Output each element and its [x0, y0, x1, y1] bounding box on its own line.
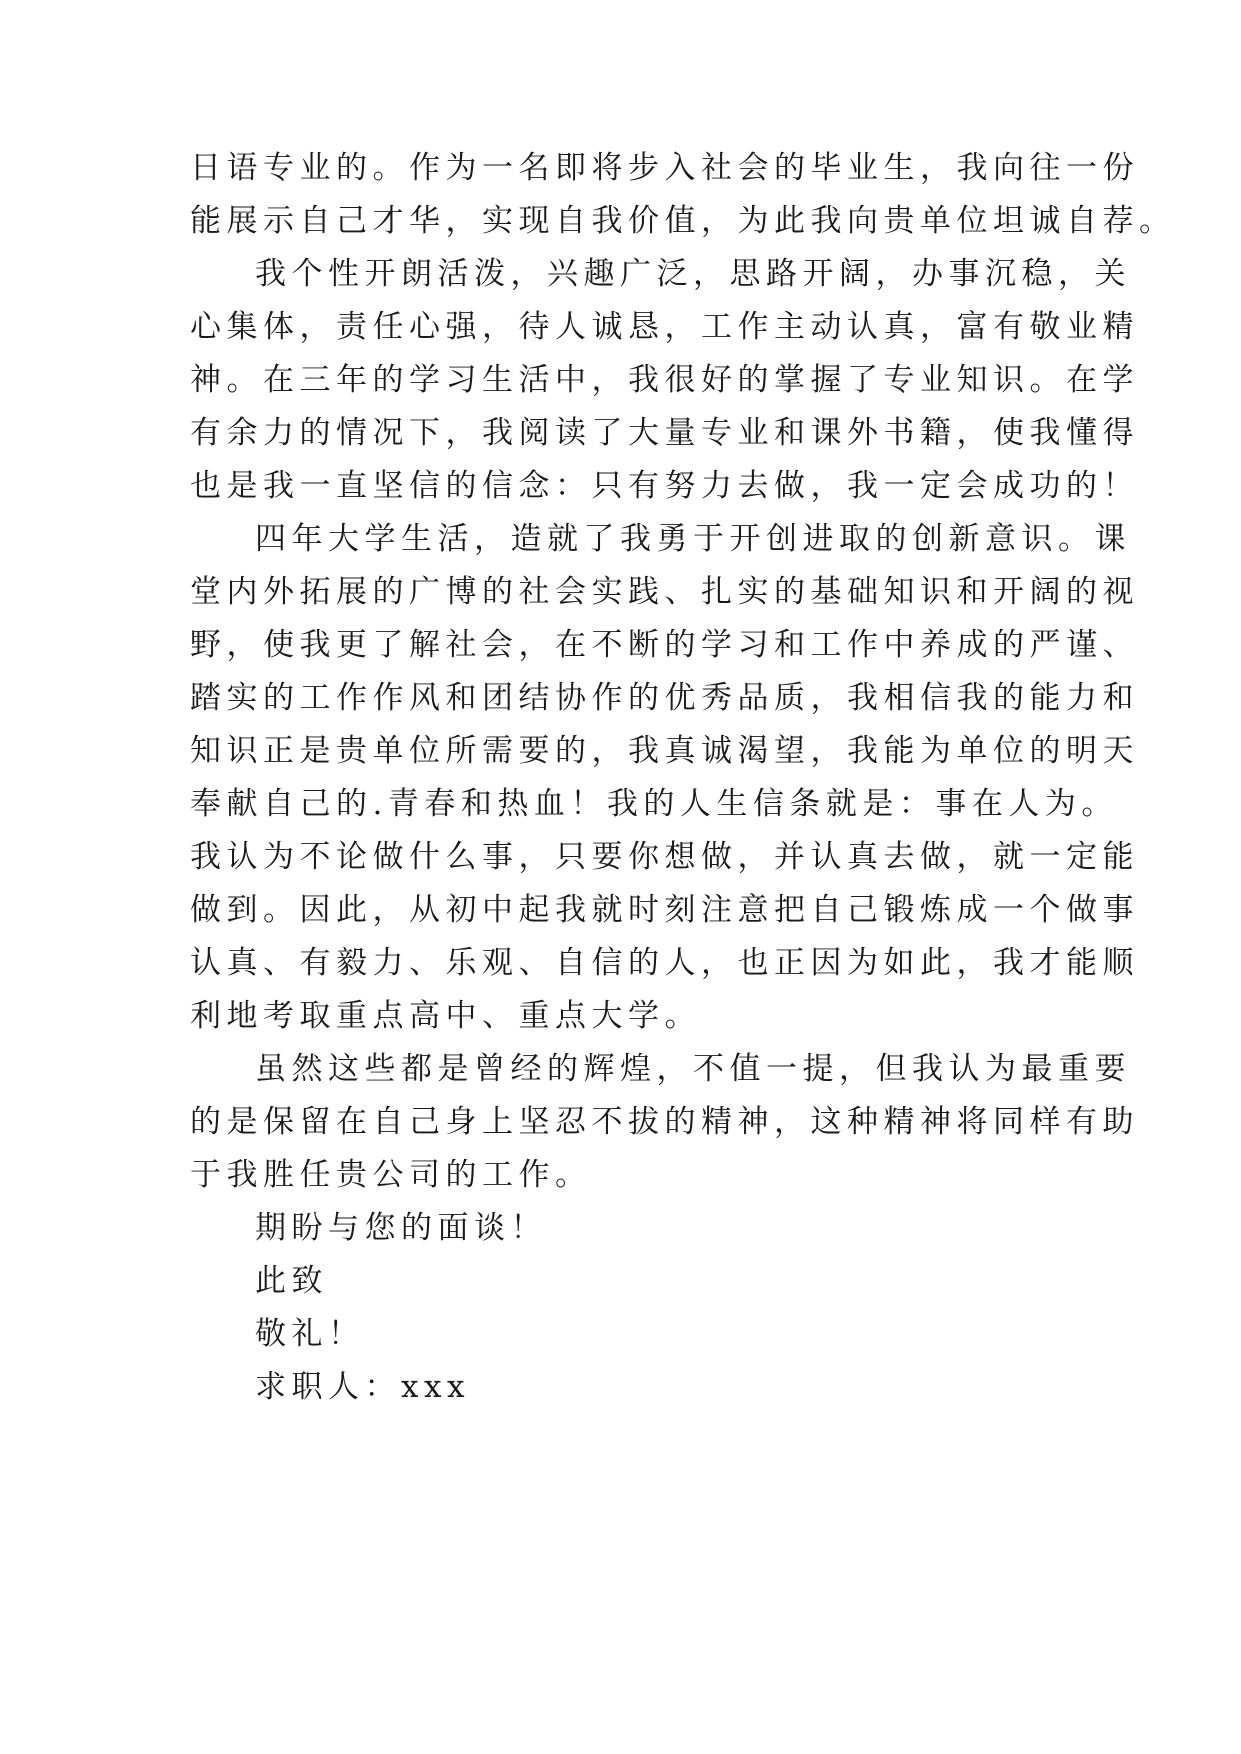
text-line: 于我胜任贵公司的工作。	[190, 1157, 592, 1193]
text-line: 堂内外拓展的广博的社会实践、扎实的基础知识和开阔的视	[190, 574, 1139, 610]
text-line: 的是保留在自己身上坚忍不拔的精神，这种精神将同样有助	[190, 1104, 1139, 1140]
text-line: 神。在三年的学习生活中，我很好的掌握了专业知识。在学	[190, 362, 1139, 398]
text-line: 踏实的工作作风和团结协作的优秀品质，我相信我的能力和	[190, 680, 1139, 716]
closing-line: 期盼与您的面谈！	[255, 1210, 547, 1246]
text-line: 我认为不论做什么事，只要你想做，并认真去做，就一定能	[190, 839, 1139, 875]
salutation-line: 敬礼！	[255, 1316, 365, 1352]
text-line: 能展示自己才华，实现自我价值，为此我向贵单位坦诚自荐。	[190, 203, 1176, 239]
text-line: 我个性开朗活泼，兴趣广泛，思路开阔，办事沉稳，关	[255, 256, 1131, 292]
text-line: 利地考取重点高中、重点大学。	[190, 998, 701, 1034]
text-line: 日语专业的。作为一名即将步入社会的毕业生，我向往一份	[190, 150, 1139, 186]
text-line: 奉献自己的.青春和热血！我的人生信条就是：事在人为。	[190, 786, 1118, 822]
text-line: 四年大学生活，造就了我勇于开创进取的创新意识。课	[255, 521, 1131, 557]
salutation-line: 此致	[255, 1263, 328, 1299]
signature-line: 求职人：xxx	[255, 1369, 470, 1405]
text-line: 心集体，责任心强，待人诚恳，工作主动认真，富有敬业精	[190, 309, 1139, 345]
text-line: 知识正是贵单位所需要的，我真诚渴望，我能为单位的明天	[190, 733, 1139, 769]
text-line: 有余力的情况下，我阅读了大量专业和课外书籍，使我懂得	[190, 415, 1139, 451]
text-line: 野，使我更了解社会，在不断的学习和工作中养成的严谨、	[190, 627, 1139, 663]
text-line: 认真、有毅力、乐观、自信的人，也正因为如此，我才能顺	[190, 945, 1139, 981]
text-line: 也是我一直坚信的信念：只有努力去做，我一定会成功的！	[190, 468, 1139, 504]
text-line: 虽然这些都是曾经的辉煌，不值一提，但我认为最重要	[255, 1051, 1131, 1087]
text-line: 做到。因此，从初中起我就时刻注意把自己锻炼成一个做事	[190, 892, 1139, 928]
